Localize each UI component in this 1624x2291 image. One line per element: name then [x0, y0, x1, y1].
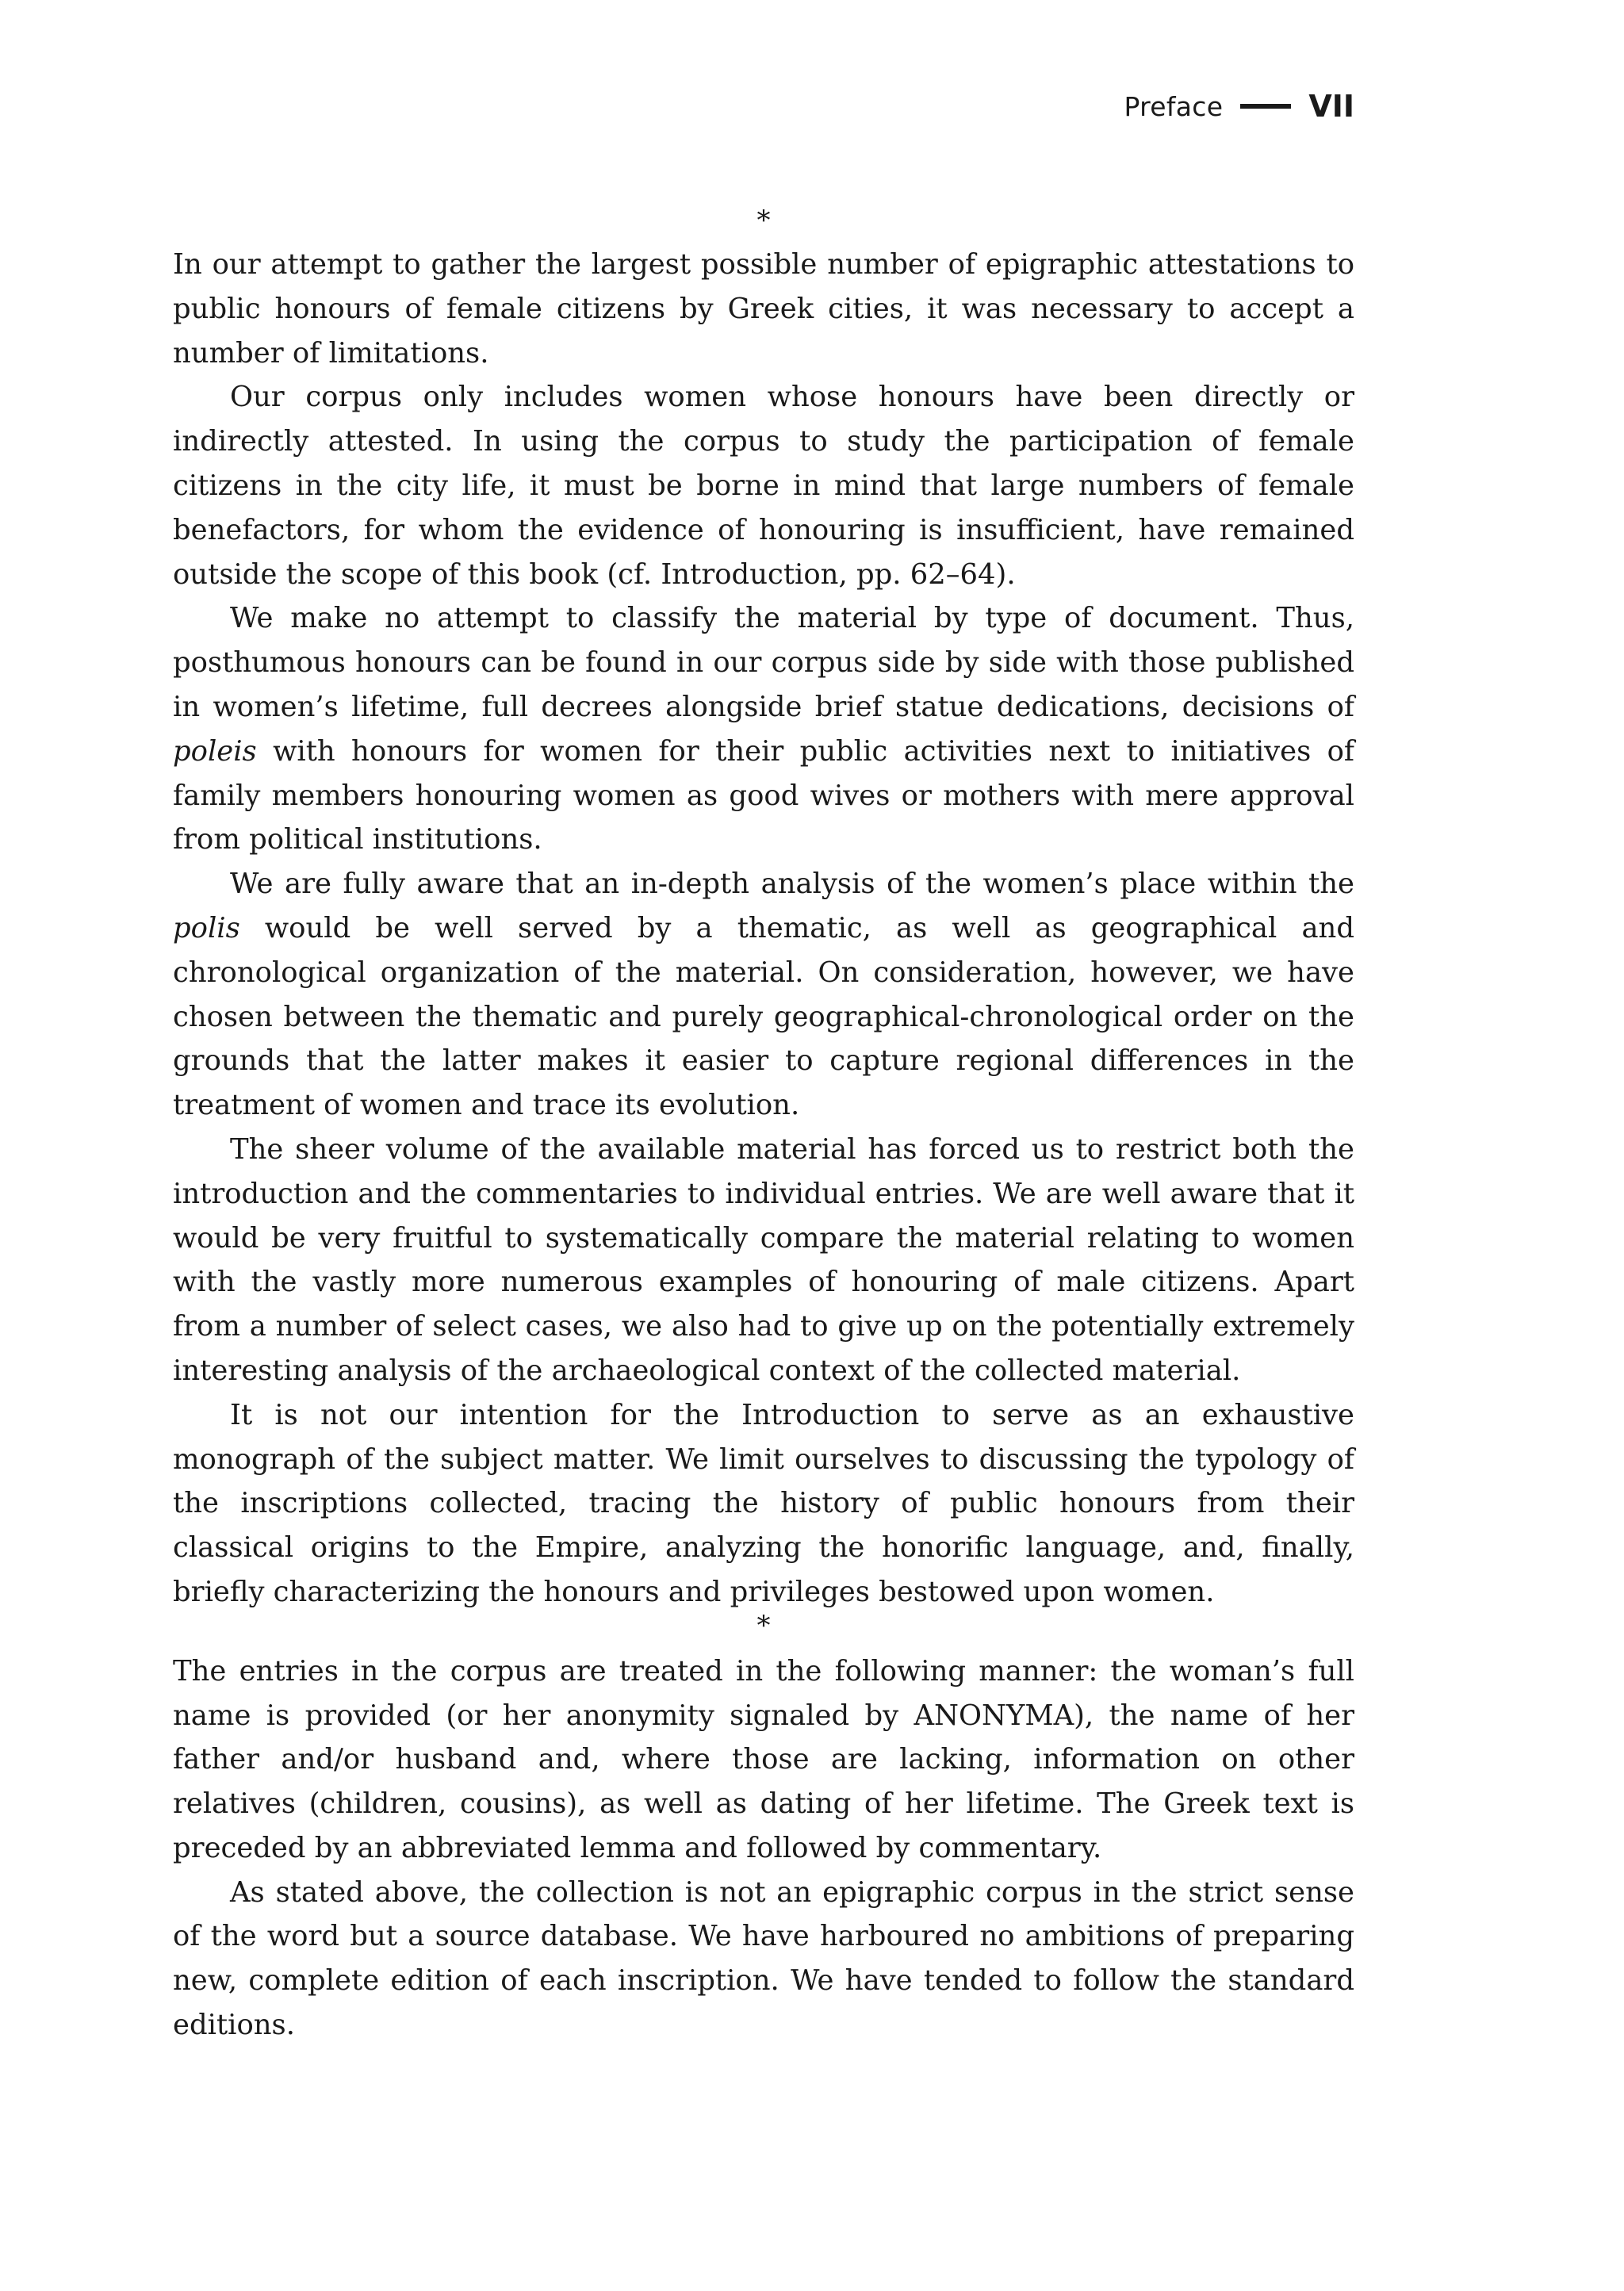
paragraph-3	[173, 596, 1354, 862]
running-head-section-title: Preface	[1124, 90, 1224, 122]
paragraph-5	[173, 1128, 1354, 1393]
paragraph-text: would be well served by a thematic, as well as geographical and chronological organization of the material. On consideration, however, we have chosen between the thematic and purely geographical-chronological order on the grounds that the latter makes it easier to capture regional differences in the treatment of women and trace its evolution.	[173, 911, 1354, 1122]
running-head-rule	[1240, 104, 1291, 109]
section-separator-star: *	[756, 205, 771, 236]
paragraph-text: We are fully aware that an in-depth analysis of the women’s place within the	[230, 868, 1354, 901]
paragraph-text: It is not our intention for the Introduction to serve as an exhaustive monograph of the subject matter. We limit ourselves to discussing the typology of the inscriptions collected, tracing the history of public honours from their classical origins to the Empire, analyzing the honorific language, and, finally, briefly characterizing the honours and privileges bestowed upon women.	[173, 1398, 1354, 1608]
paragraph-2	[173, 375, 1354, 596]
paragraph-text: with honours for women for their public activities next to initiatives of family members honouring women as good wives or mothers with mere approval from political institutions.	[173, 734, 1354, 856]
paragraph-1	[173, 243, 1354, 375]
paragraph-text: We make no attempt to classify the material by type of document. Thus, posthumous honours can be found in our corpus side by side with those published in women’s lifetime, full decrees alongside brief statue dedications, decisions of	[173, 602, 1354, 723]
paragraph-text: In our attempt to gather the largest possible number of epigraphic attestations to public honours of female citizens by Greek cities, it was necessary to accept a number of limitations.	[173, 248, 1354, 370]
paragraph-7	[173, 1649, 1354, 1871]
italic-term: poleis	[173, 734, 257, 768]
main-text	[173, 205, 1354, 2048]
running-head	[1124, 89, 1354, 124]
paragraph-text: As stated above, the collection is not an epigraphic corpus in the strict sense of the word but a source database. We have harboured no ambitions of preparing new, complete edition of each inscription. We have tended to follow the standard editions.	[173, 1875, 1354, 2042]
paragraph-text: The entries in the corpus are treated in the following manner: the woman’s full name is provided (or her anonymity signaled by ANONYMA), the name of her father and/or husband and, where those are lacking, information on other relatives (children, cousins), as well as dating of her lifetime. The Greek text is preceded by an abbreviated lemma and followed by commentary.	[173, 1654, 1354, 1864]
italic-term: polis	[173, 911, 240, 944]
paragraph-8	[173, 1871, 1354, 2048]
paragraph-text: The sheer volume of the available material has forced us to restrict both the introduction and the commentaries to individual entries. We are well aware that it would be very fruitful to systematically compare the material relating to women with the vastly more numerous examples of honouring of male citizens. Apart from a number of select cases, we also had to give up on the potentially extremely interesting analysis of the archaeological context of the collected material.	[173, 1132, 1354, 1387]
paragraph-4	[173, 862, 1354, 1128]
section-separator-star: *	[756, 1609, 771, 1642]
page-number: VII	[1308, 89, 1354, 124]
paragraph-text: Our corpus only includes women whose honours have been directly or indirectly attested. In using the corpus to study the participation of female citizens in the city life, it must be borne in mind that large numbers of female benefactors, for whom the evidence of honouring is insufficient, have remained outside the scope of this book (cf. Introduction, pp. 62–64).	[173, 381, 1354, 591]
paragraph-6	[173, 1393, 1354, 1615]
